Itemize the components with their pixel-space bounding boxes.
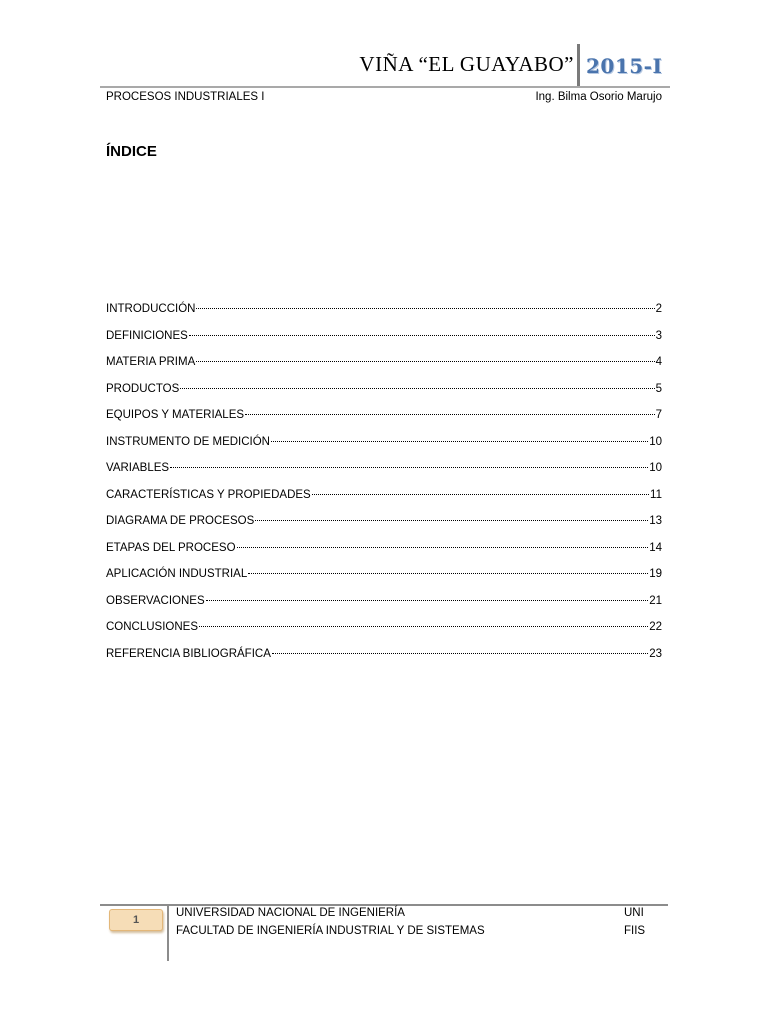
toc-entry[interactable]	[106, 595, 662, 622]
toc-leader-dots	[237, 547, 649, 548]
toc-entry-label: APLICACIÓN INDUSTRIAL	[106, 568, 248, 580]
index-heading: ÍNDICE	[106, 143, 157, 160]
toc-entry-label: VARIABLES	[106, 462, 170, 474]
toc-entry-page: 10	[649, 435, 662, 448]
toc-entry-page: 14	[649, 541, 662, 554]
toc-entry[interactable]	[106, 515, 662, 542]
document-title: VIÑA “EL GUAYABO”	[359, 52, 574, 76]
author-name: Ing. Bilma Osorio Marujo	[535, 91, 662, 103]
toc-entry-page: 21	[649, 594, 662, 607]
header-rule	[100, 86, 670, 88]
footer-divider	[167, 904, 169, 961]
toc-entry[interactable]	[106, 568, 662, 595]
course-name: PROCESOS INDUSTRIALES I	[106, 91, 265, 103]
toc-leader-dots	[272, 653, 648, 654]
toc-entry-page: 11	[650, 488, 662, 501]
title-divider	[577, 44, 580, 88]
toc-entry[interactable]	[106, 436, 662, 463]
toc-entry-label: INSTRUMENTO DE MEDICIÓN	[106, 435, 270, 448]
toc-entry-page: 2	[655, 303, 662, 315]
toc-entry-label: PRODUCTOS	[106, 382, 180, 395]
toc-entry[interactable]	[106, 648, 662, 675]
toc-entry[interactable]	[106, 303, 662, 330]
toc-leader-dots	[248, 573, 648, 574]
toc-leader-dots	[271, 441, 648, 442]
document-year: 2015-I	[586, 54, 663, 78]
toc-entry-page: 19	[649, 568, 662, 580]
table-of-contents	[106, 303, 662, 674]
toc-leader-dots	[189, 335, 655, 336]
toc-entry-page: 22	[649, 621, 662, 633]
toc-entry-label: DEFINICIONES	[106, 329, 188, 342]
toc-leader-dots	[170, 467, 648, 468]
toc-entry-label: CONCLUSIONES	[106, 621, 199, 633]
toc-entry[interactable]	[106, 409, 662, 436]
footer-university-abbr: UNI	[624, 907, 644, 919]
toc-leader-dots	[312, 494, 649, 495]
toc-entry[interactable]	[106, 489, 662, 516]
toc-entry-page: 13	[649, 515, 662, 527]
footer-faculty: FACULTAD DE INGENIERÍA INDUSTRIAL Y DE SISTEMAS	[176, 925, 485, 937]
toc-leader-dots	[199, 626, 648, 627]
toc-entry[interactable]	[106, 621, 662, 648]
toc-entry-label: MATERIA PRIMA	[106, 356, 196, 368]
toc-entry[interactable]	[106, 542, 662, 569]
toc-entry[interactable]	[106, 356, 662, 383]
toc-entry-page: 3	[655, 329, 662, 342]
toc-leader-dots	[206, 600, 649, 601]
toc-entry-label: INTRODUCCIÓN	[106, 303, 196, 315]
toc-entry-label: REFERENCIA BIBLIOGRÁFICA	[106, 647, 271, 660]
toc-entry-page: 23	[649, 647, 662, 660]
toc-entry-label: EQUIPOS Y MATERIALES	[106, 409, 245, 421]
toc-entry-label: OBSERVACIONES	[106, 594, 205, 607]
toc-entry-page: 7	[655, 409, 662, 421]
toc-entry[interactable]	[106, 330, 662, 357]
toc-entry-label: CARACTERÍSTICAS Y PROPIEDADES	[106, 488, 311, 501]
footer-university: UNIVERSIDAD NACIONAL DE INGENIERÍA	[176, 907, 405, 919]
toc-entry[interactable]	[106, 462, 662, 489]
toc-entry-page: 10	[649, 462, 662, 474]
toc-entry-label: DIAGRAMA DE PROCESOS	[106, 515, 255, 527]
toc-leader-dots	[255, 520, 648, 521]
toc-leader-dots	[196, 308, 654, 309]
toc-entry-label: ETAPAS DEL PROCESO	[106, 541, 236, 554]
toc-entry-page: 5	[655, 382, 662, 395]
footer-faculty-abbr: FIIS	[624, 925, 646, 937]
footer-rule	[100, 904, 668, 906]
toc-leader-dots	[196, 361, 654, 362]
toc-leader-dots	[180, 388, 654, 389]
toc-entry-page: 4	[655, 356, 662, 368]
page-number-badge: 1	[109, 909, 163, 931]
toc-entry[interactable]	[106, 383, 662, 410]
toc-leader-dots	[245, 414, 655, 415]
